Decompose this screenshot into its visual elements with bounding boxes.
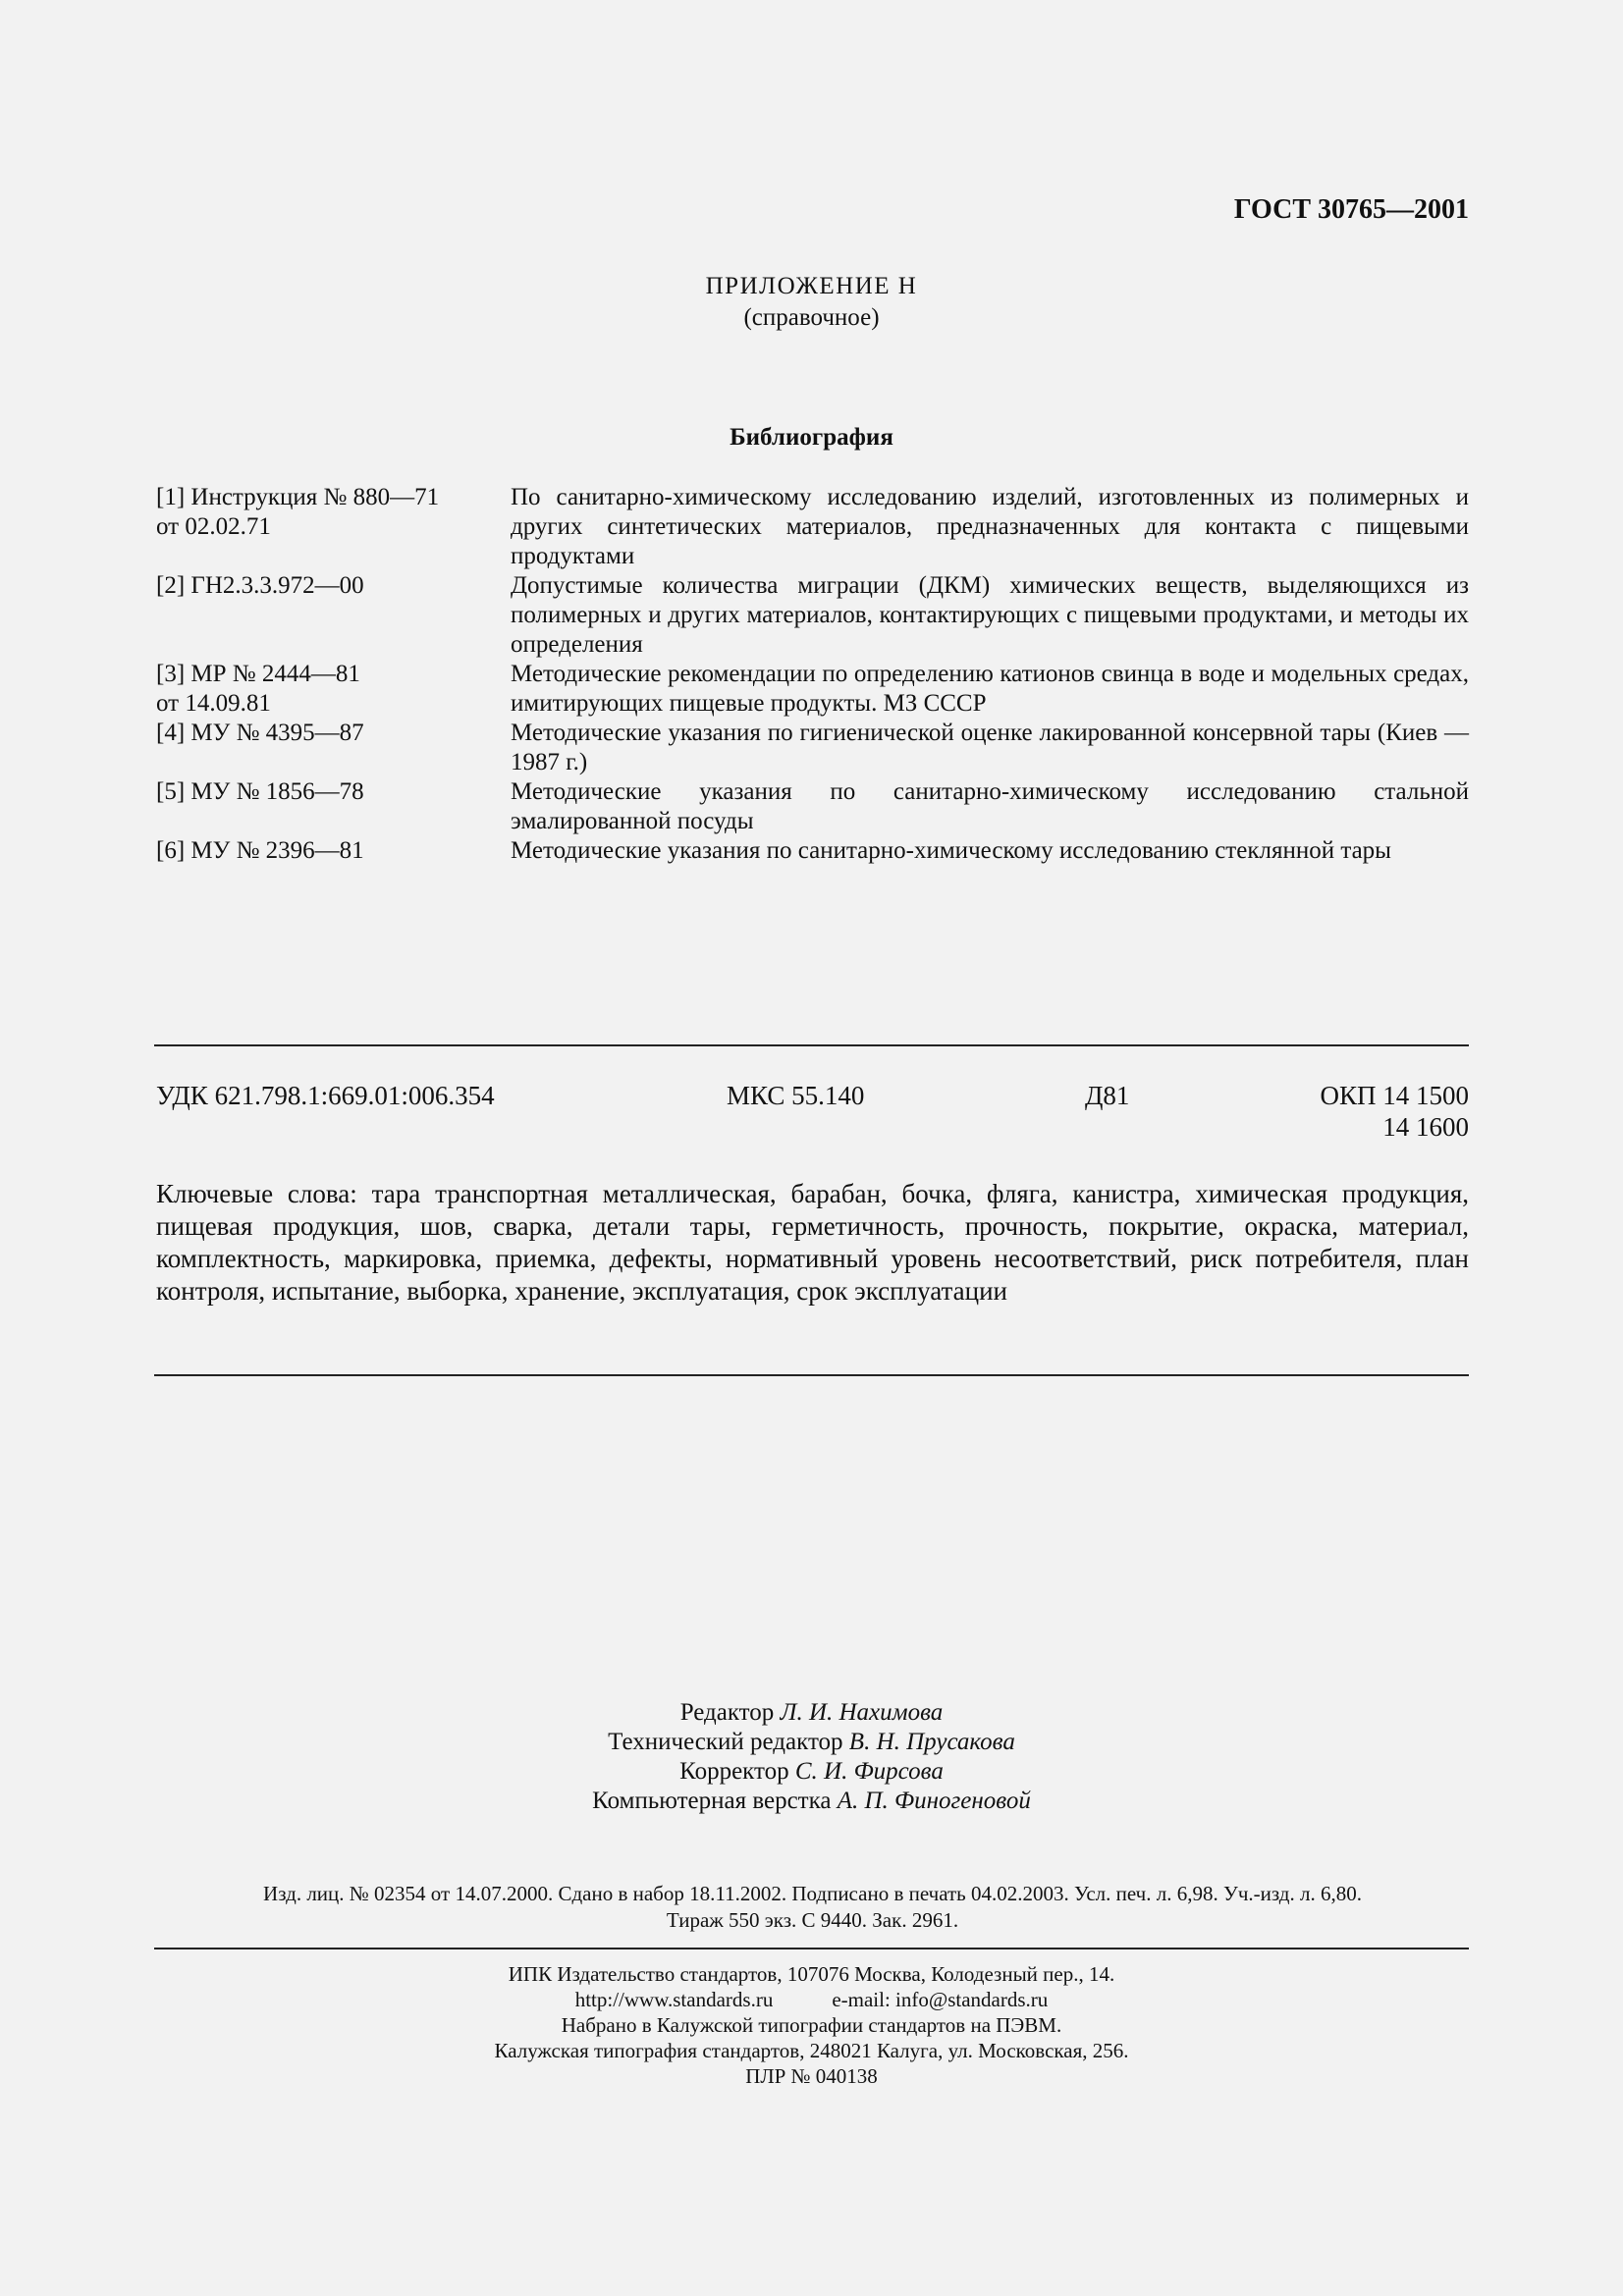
- bibliography-heading: Библиография: [730, 424, 893, 451]
- bibliography-entry: [156, 719, 1469, 777]
- bibliography-ref: [156, 777, 511, 836]
- publisher-contacts: [0, 1987, 1623, 2012]
- bibliography-ref: [156, 719, 511, 777]
- publisher-line: ИПК Издательство стандартов, 107076 Москва, Колодезный пер., 14.: [508, 1962, 1115, 1986]
- bibliography-ref: [156, 660, 511, 719]
- bibliography-text: Методические указания по санитарно-химическому исследованию стальной эмалированной посуды: [511, 778, 1469, 834]
- bibliography-list: [156, 483, 1469, 866]
- publisher-info: [0, 1961, 1623, 2089]
- publisher-website[interactable]: http://www.standards.ru: [574, 1988, 774, 2011]
- credit-person: В. Н. Прусакова: [848, 1729, 1015, 1755]
- credit-role: Компьютерная верстка: [592, 1788, 832, 1814]
- bibliography-entry: [156, 660, 1469, 719]
- bibliography-text: Методические указания по санитарно-химическому исследованию стеклянной тары: [511, 837, 1391, 864]
- keywords: Ключевые слова: тара транспортная металлическая, барабан, бочка, фляга, канистра, химическая продукция, пищевая продукция, шов, сварка, детали тары, герметичность, прочность, покрытие, окраска, материал, комплектность, маркировка, приемка, дефекты, нормативный уровень несоответствий, риск потребителя, план контроля, испытание, выборка, хранение, эксплуатация, срок эксплуатации: [156, 1179, 1469, 1306]
- credit-line: [0, 1757, 1623, 1787]
- okp-code: [1320, 1080, 1469, 1143]
- ref-line: от 14.09.81: [156, 690, 271, 717]
- ref-line: [4] МУ № 4395—87: [156, 720, 364, 746]
- bibliography-ref: [156, 571, 511, 660]
- bibliography-entry: [156, 836, 1469, 866]
- publisher-line: Калужская типография стандартов, 248021 Калуга, ул. Московская, 256.: [494, 2039, 1129, 2062]
- print-info-line: Изд. лиц. № 02354 от 14.07.2000. Сдано в набор 18.11.2002. Подписано в печать 04.02.2003. Усл. печ. л. 6,98. Уч.-изд. л. 6,80.: [263, 1882, 1362, 1905]
- mks-code: МКС 55.140: [727, 1081, 865, 1110]
- okp-line: ОКП 14 1500: [1320, 1081, 1469, 1110]
- credit-role: Редактор: [679, 1699, 775, 1726]
- appendix-subtitle: (справочное): [743, 304, 880, 331]
- bibliography-entry: [156, 571, 1469, 660]
- publisher-line: ПЛР № 040138: [745, 2064, 878, 2088]
- divider: [154, 1044, 1469, 1046]
- udk-code: УДК 621.798.1:669.01:006.354: [156, 1081, 495, 1110]
- print-info-line: Тираж 550 экз. С 9440. Зак. 2961.: [666, 1908, 959, 1932]
- ref-line: [2] ГН2.3.3.972—00: [156, 572, 364, 599]
- publisher-email[interactable]: e-mail: info@standards.ru: [832, 1988, 1049, 2011]
- credit-line: [0, 1698, 1623, 1728]
- print-info: [156, 1881, 1469, 1934]
- bibliography-ref: [156, 483, 511, 571]
- credit-role: Технический редактор: [608, 1729, 843, 1755]
- bibliography-ref: [156, 836, 511, 866]
- credit-person: С. И. Фирсова: [794, 1758, 944, 1785]
- appendix-title: ПРИЛОЖЕНИЕ Н: [705, 273, 918, 299]
- credits: [0, 1698, 1623, 1816]
- credit-line: [0, 1728, 1623, 1757]
- ref-line: [1] Инструкция № 880—71: [156, 484, 440, 510]
- ref-line: [3] МР № 2444—81: [156, 661, 360, 687]
- credit-role: Корректор: [679, 1758, 789, 1785]
- bibliography-text: Методические рекомендации по определению катионов свинца в воде и модельных средах, имитирующих пищевые продукты. МЗ СССР: [511, 661, 1469, 717]
- gost-code: ГОСТ 30765—2001: [1233, 194, 1469, 225]
- bibliography-entry: [156, 777, 1469, 836]
- ref-line: [6] МУ № 2396—81: [156, 837, 364, 864]
- credit-line: [0, 1787, 1623, 1816]
- credit-person: Л. И. Нахимова: [780, 1699, 944, 1726]
- publisher-line: Набрано в Калужской типографии стандартов на ПЭВМ.: [561, 2013, 1062, 2037]
- bibliography-text: По санитарно-химическому исследованию изделий, изготовленных из полимерных и других синтетических материалов, предназначенных для контакта с пищевыми продуктами: [511, 484, 1469, 569]
- divider: [154, 1948, 1469, 1949]
- divider: [154, 1374, 1469, 1376]
- okp-line: 14 1600: [1382, 1112, 1469, 1142]
- bibliography-text: Допустимые количества миграции (ДКМ) химических веществ, выделяющихся из полимерных и других материалов, контактирующих с пищевыми продуктами, и методы их определения: [511, 572, 1469, 658]
- credit-person: А. П. Финогеновой: [837, 1788, 1031, 1814]
- bibliography-entry: [156, 483, 1469, 571]
- d-code: Д81: [1085, 1081, 1130, 1110]
- ref-line: от 02.02.71: [156, 513, 271, 540]
- ref-line: [5] МУ № 1856—78: [156, 778, 364, 805]
- bibliography-text: Методические указания по гигиенической оценке лакированной консервной тары (Киев — 1987 г.): [511, 720, 1469, 775]
